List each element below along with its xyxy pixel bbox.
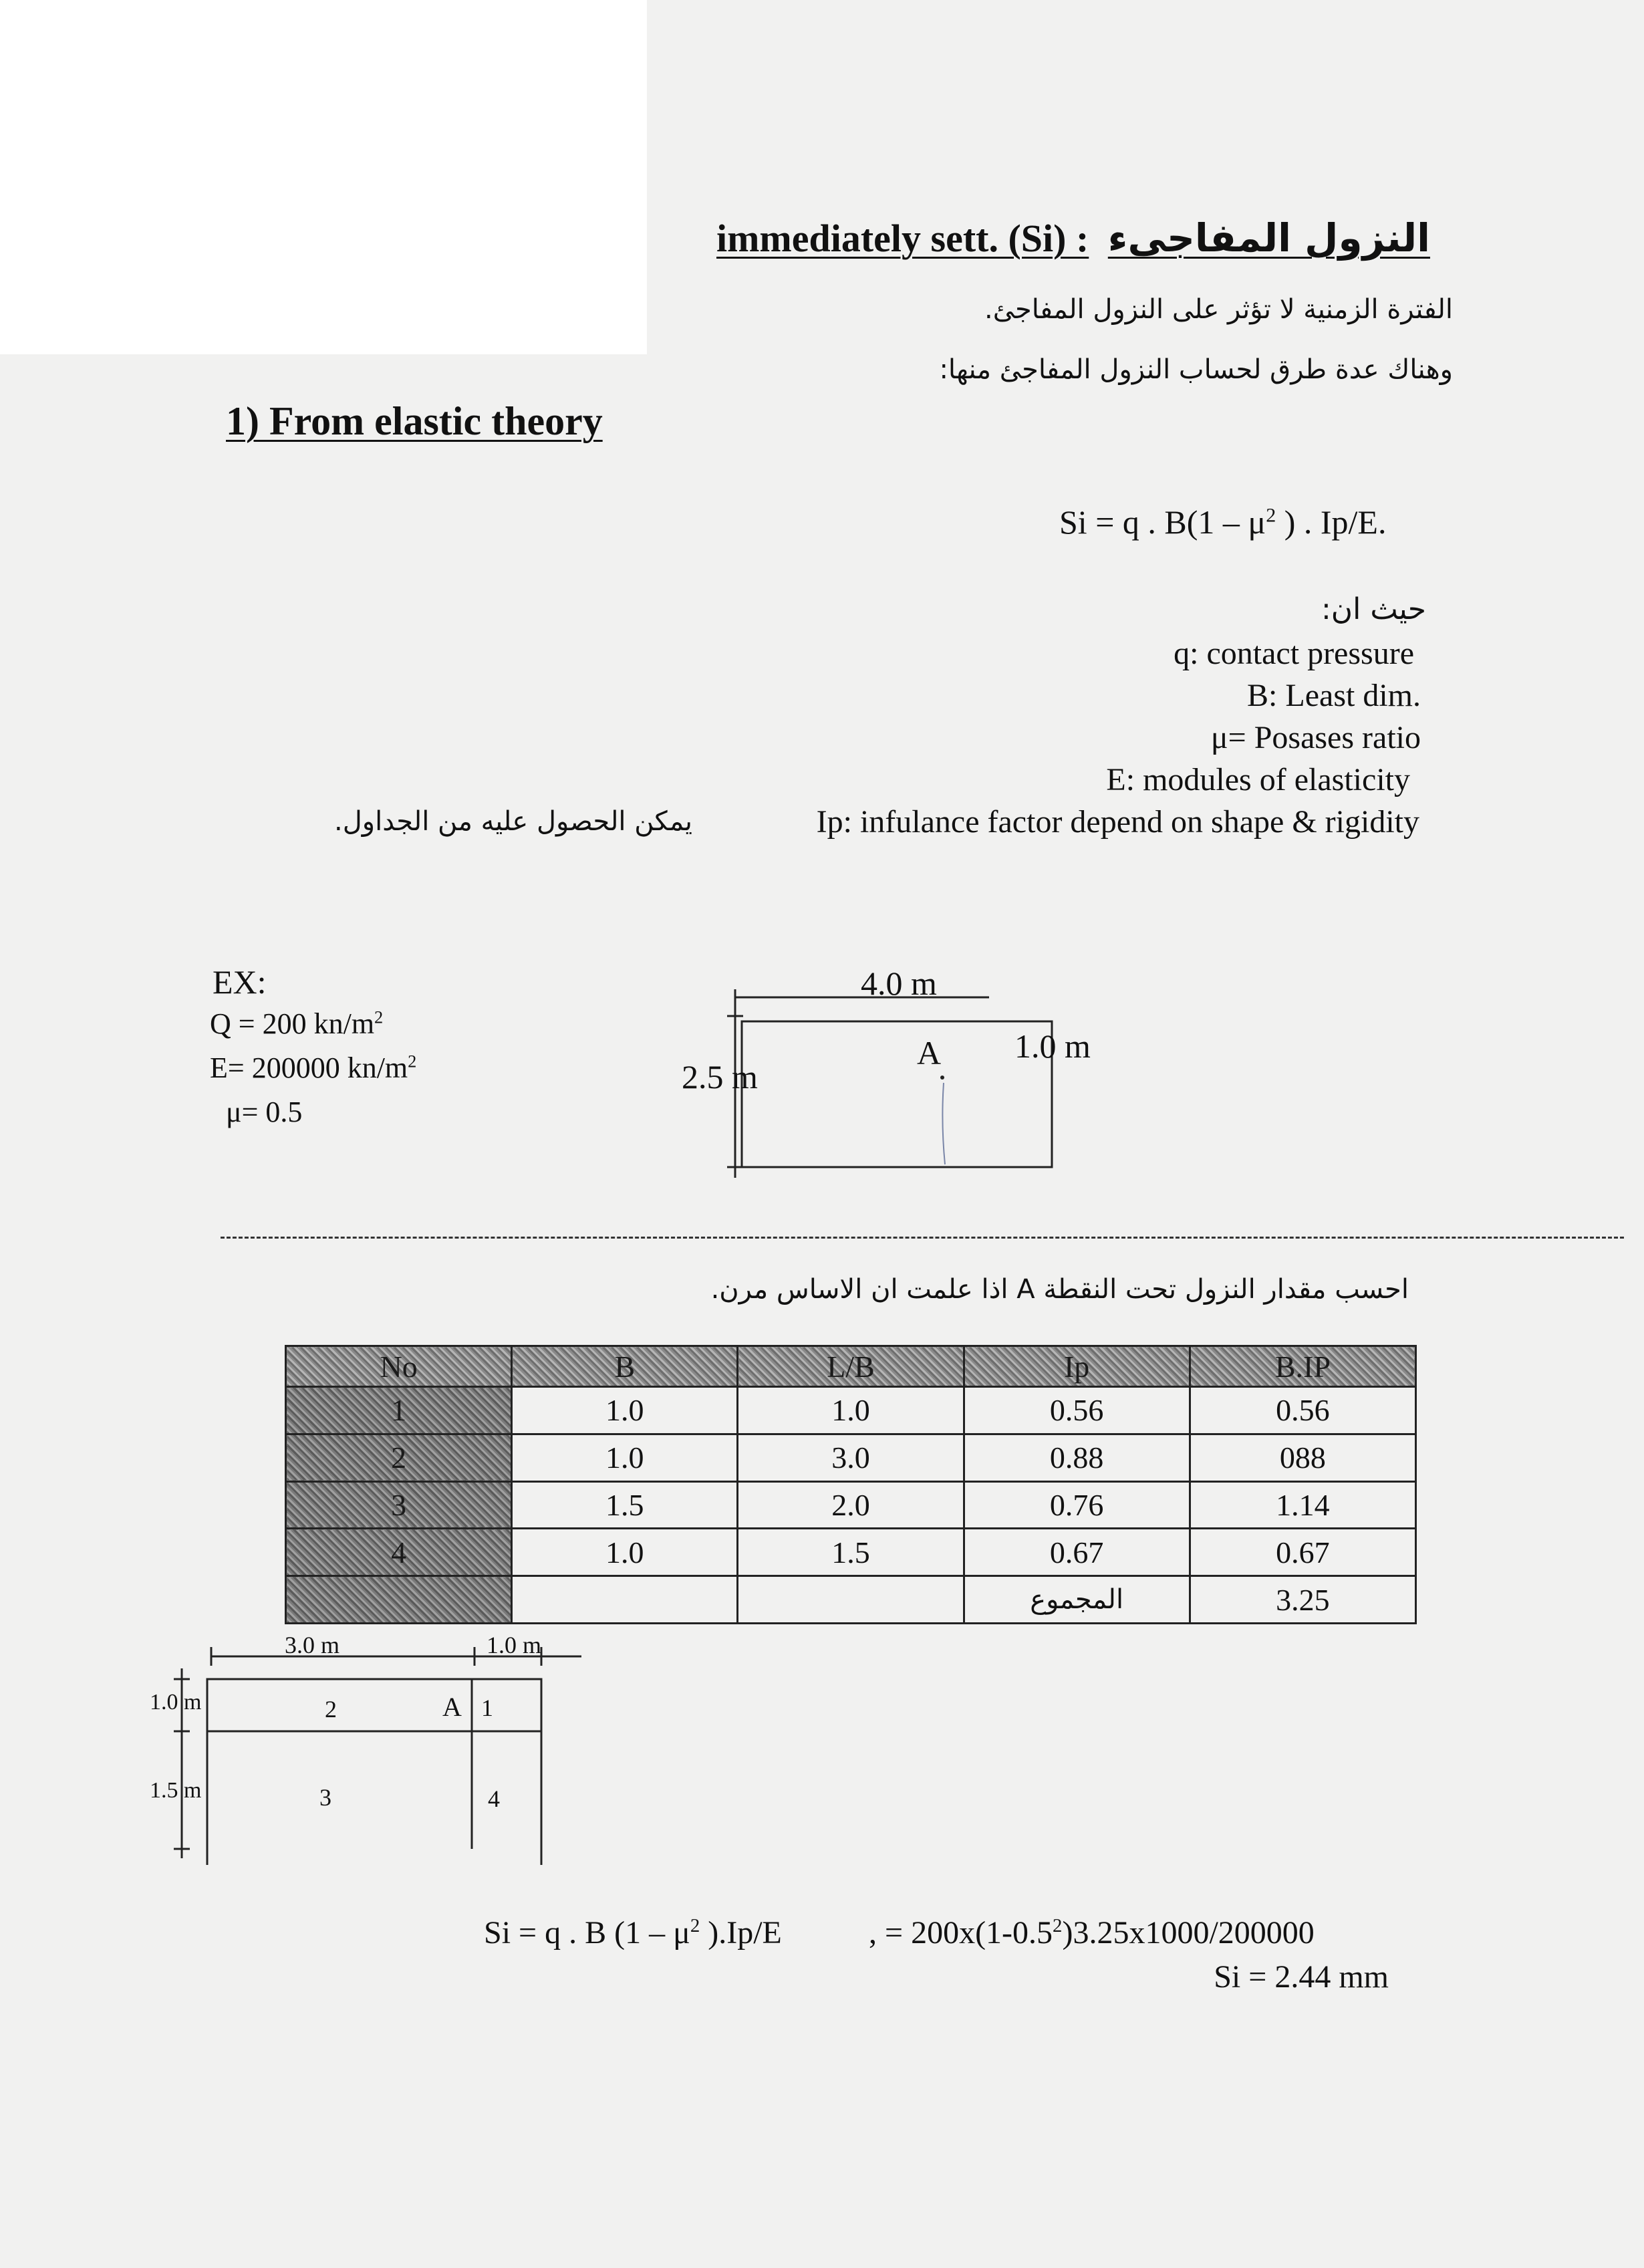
- cell-ip: 0.56: [964, 1387, 1190, 1434]
- cell-no: 2: [286, 1434, 512, 1481]
- formula-exponent: 2: [1266, 504, 1276, 527]
- title-english: immediately sett. (Si) :: [716, 217, 1089, 260]
- cell-bip: 1.14: [1190, 1481, 1415, 1529]
- given-q-unit-exp: 2: [374, 1007, 384, 1027]
- cell-b: 1.0: [512, 1529, 738, 1576]
- table-header-row: [286, 1346, 1416, 1387]
- cell-lb: 2.0: [738, 1481, 964, 1529]
- section-heading: 1) From elastic theory: [226, 399, 603, 443]
- final-formula-prefix: Si = q . B (1 – μ: [484, 1915, 690, 1950]
- intro-line-2: وهناك عدة طرق لحساب النزول المفاجئ منها:: [939, 354, 1453, 385]
- cell-ip: 0.76: [964, 1481, 1190, 1529]
- cell-b: 1.0: [512, 1434, 738, 1481]
- given-q-text: Q = 200 kn/m: [210, 1007, 375, 1040]
- final-answer: Si = 2.44 mm: [1214, 1959, 1389, 1995]
- cell-b: 1.5: [512, 1481, 738, 1529]
- pencil-mark: [942, 1083, 945, 1164]
- definition-ip: Ip: infulance factor depend on shape & rigidity: [816, 804, 1419, 840]
- division-side-top-label: 1.0 m: [150, 1690, 202, 1715]
- footing-point-label: A: [917, 1034, 942, 1072]
- cell-empty: [512, 1576, 738, 1624]
- formula-prefix: Si = q . B(1 – μ: [1059, 503, 1266, 541]
- area-2-label: 2: [325, 1696, 337, 1723]
- cell-empty: [286, 1576, 512, 1624]
- cell-ip: 0.88: [964, 1434, 1190, 1481]
- cell-bip: 088: [1190, 1434, 1415, 1481]
- table-row: [286, 1387, 1416, 1434]
- division-top-left-label: 3.0 m: [285, 1632, 340, 1658]
- table-sum-row: [286, 1576, 1416, 1624]
- cell-empty: [738, 1576, 964, 1624]
- header-b: B: [512, 1346, 738, 1387]
- calc-exponent: 2: [1053, 1915, 1063, 1936]
- calc-prefix: , = 200x(1-0.5: [869, 1915, 1053, 1950]
- cell-no: 3: [286, 1481, 512, 1529]
- area-3-label: 3: [319, 1784, 331, 1811]
- division-side-bottom-label: 1.5 m: [150, 1778, 202, 1803]
- title-arabic: النزول المفاجىء: [1107, 215, 1430, 261]
- intro-line-1: الفترة الزمنية لا تؤثر على النزول المفاجئ.: [984, 294, 1453, 325]
- cell-bip: 0.56: [1190, 1387, 1415, 1434]
- page-title: [716, 215, 1430, 261]
- table-row: [286, 1481, 1416, 1529]
- header-no: No: [286, 1346, 512, 1387]
- cell-lb: 3.0: [738, 1434, 964, 1481]
- footing-offset-label: 1.0 m: [1014, 1027, 1091, 1065]
- header-lb: L/B: [738, 1346, 964, 1387]
- cell-b: 1.0: [512, 1387, 738, 1434]
- dashed-separator: [221, 1237, 1624, 1239]
- point-a-marker: [940, 1076, 944, 1080]
- cell-lb: 1.0: [738, 1387, 964, 1434]
- final-formula-suffix: ).Ip/E: [700, 1915, 782, 1950]
- given-e: [210, 1051, 416, 1085]
- cell-ip: 0.67: [964, 1529, 1190, 1576]
- blank-corner-patch: [0, 0, 647, 354]
- ip-note-arabic: يمكن الحصول عليه من الجداول.: [334, 806, 693, 837]
- definition-q: q: contact pressure: [1174, 636, 1414, 671]
- sum-label: المجموع: [964, 1576, 1190, 1624]
- calc-suffix: )3.25x1000/200000: [1062, 1915, 1315, 1950]
- given-q: [210, 1007, 383, 1041]
- area-1-label: 1: [481, 1694, 493, 1721]
- cell-no: 1: [286, 1387, 512, 1434]
- footing-width-label: 2.5 m: [682, 1058, 758, 1096]
- definition-b: B: Least dim.: [1247, 678, 1421, 713]
- final-calculation: [869, 1914, 1315, 1951]
- division-point-label: A: [442, 1692, 462, 1722]
- results-table: [285, 1345, 1417, 1624]
- final-formula-exponent: 2: [690, 1915, 700, 1936]
- given-mu: μ= 0.5: [226, 1096, 303, 1128]
- table-row: [286, 1529, 1416, 1576]
- division-top-right-label: 1.0 m: [487, 1632, 542, 1658]
- header-bip: B.IP: [1190, 1346, 1415, 1387]
- division-diagram: [147, 1631, 601, 1865]
- header-ip: Ip: [964, 1346, 1190, 1387]
- given-e-unit-exp: 2: [408, 1051, 417, 1072]
- settlement-formula: [1059, 503, 1386, 541]
- cell-no: 4: [286, 1529, 512, 1576]
- example-label: EX:: [213, 963, 267, 1001]
- footing-rectangle: [742, 1021, 1052, 1167]
- cell-lb: 1.5: [738, 1529, 964, 1576]
- formula-suffix: ) . Ip/E.: [1276, 503, 1387, 541]
- question-arabic: احسب مقدار النزول تحت النقطة A اذا علمت ان الاساس مرن.: [710, 1274, 1409, 1305]
- where-label: حيث ان:: [1321, 592, 1426, 626]
- definition-mu: μ= Posases ratio: [1210, 720, 1421, 755]
- cell-bip: 0.67: [1190, 1529, 1415, 1576]
- given-e-text: E= 200000 kn/m: [210, 1051, 408, 1084]
- sum-value: 3.25: [1190, 1576, 1415, 1624]
- area-4-label: 4: [488, 1785, 500, 1812]
- footing-length-label: 4.0 m: [861, 965, 937, 1002]
- table-row: [286, 1434, 1416, 1481]
- final-formula: [484, 1914, 782, 1951]
- definition-e: E: modules of elasticity: [1106, 762, 1410, 797]
